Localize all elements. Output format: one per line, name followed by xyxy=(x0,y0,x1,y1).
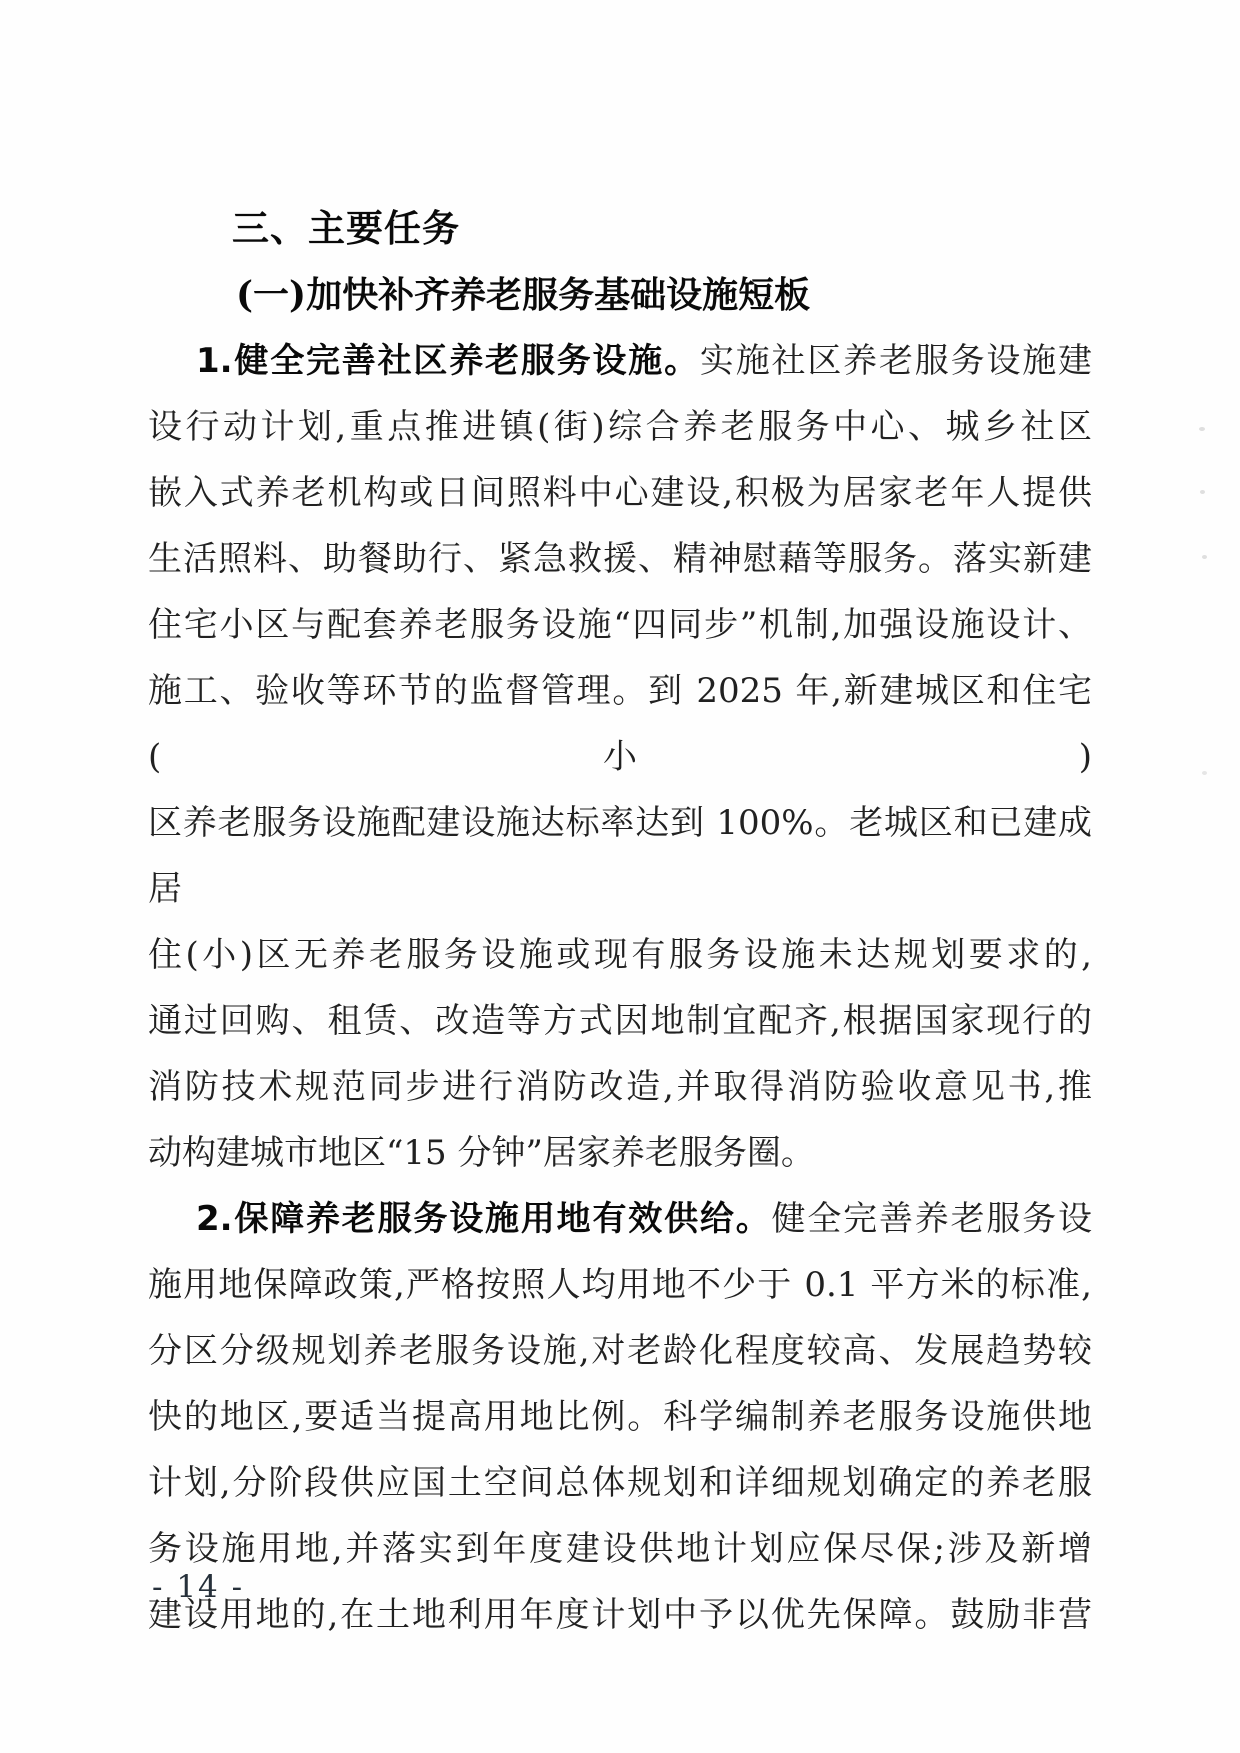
text-line: 快的地区,要适当提高用地比例。科学编制养老服务设施供地 xyxy=(148,1397,1092,1437)
paragraph-lead: 2.保障养老服务设施用地有效供给。 xyxy=(196,1199,772,1239)
page-number: - 14 - xyxy=(152,1569,245,1605)
text-line: 消防技术规范同步进行消防改造,并取得消防验收意见书,推 xyxy=(148,1067,1092,1107)
text-line: 通过回购、租赁、改造等方式因地制宜配齐,根据国家现行的 xyxy=(148,1001,1092,1041)
text-line: 区养老服务设施配建设施达标率达到 100%。老城区和已建成居 xyxy=(148,803,1092,909)
scan-artifact xyxy=(1202,771,1207,775)
text-line: 1.健全完善社区养老服务设施。实施社区养老服务设施建 xyxy=(196,341,1092,381)
text-line: 计划,分阶段供应国土空间总体规划和详细规划确定的养老服 xyxy=(148,1463,1092,1503)
scan-artifact xyxy=(1200,490,1205,494)
text-line: 务设施用地,并落实到年度建设供地计划应保尽保;涉及新增 xyxy=(148,1529,1092,1569)
text-line: 施用地保障政策,严格按照人均用地不少于 0.1 平方米的标准, xyxy=(148,1265,1092,1305)
text-line: 住(小)区无养老服务设施或现有服务设施未达规划要求的, xyxy=(148,935,1092,975)
body-text xyxy=(148,328,1092,1648)
text-line: 住宅小区与配套养老服务设施“四同步”机制,加强设施设计、 xyxy=(148,605,1092,645)
paragraph xyxy=(148,1186,1092,1648)
document-content xyxy=(148,196,1092,1648)
text-line: 设行动计划,重点推进镇(街)综合养老服务中心、城乡社区 xyxy=(148,407,1092,447)
paragraph xyxy=(148,328,1092,1186)
text-line: 建设用地的,在土地利用年度计划中予以优先保障。鼓励非营 xyxy=(148,1595,1092,1635)
text-line: 分区分级规划养老服务设施,对老龄化程度较高、发展趋势较 xyxy=(148,1331,1092,1371)
text-line: 施工、验收等环节的监督管理。到 2025 年,新建城区和住宅(小) xyxy=(148,671,1092,777)
paragraph-lead: 1.健全完善社区养老服务设施。 xyxy=(196,341,700,381)
text-line: 2.保障养老服务设施用地有效供给。健全完善养老服务设 xyxy=(196,1199,1093,1239)
text-line: 嵌入式养老机构或日间照料中心建设,积极为居家老年人提供 xyxy=(148,473,1092,513)
section-heading: 三、主要任务 xyxy=(232,207,460,250)
scan-artifact xyxy=(1202,555,1207,559)
text-line: 生活照料、助餐助行、紧急救援、精神慰藉等服务。落实新建 xyxy=(148,539,1092,579)
scan-artifact xyxy=(1199,427,1205,431)
text-line: 动构建城市地区“15 分钟”居家养老服务圈。 xyxy=(148,1133,815,1173)
subsection-heading: (一)加快补齐养老服务基础设施短板 xyxy=(236,274,811,316)
